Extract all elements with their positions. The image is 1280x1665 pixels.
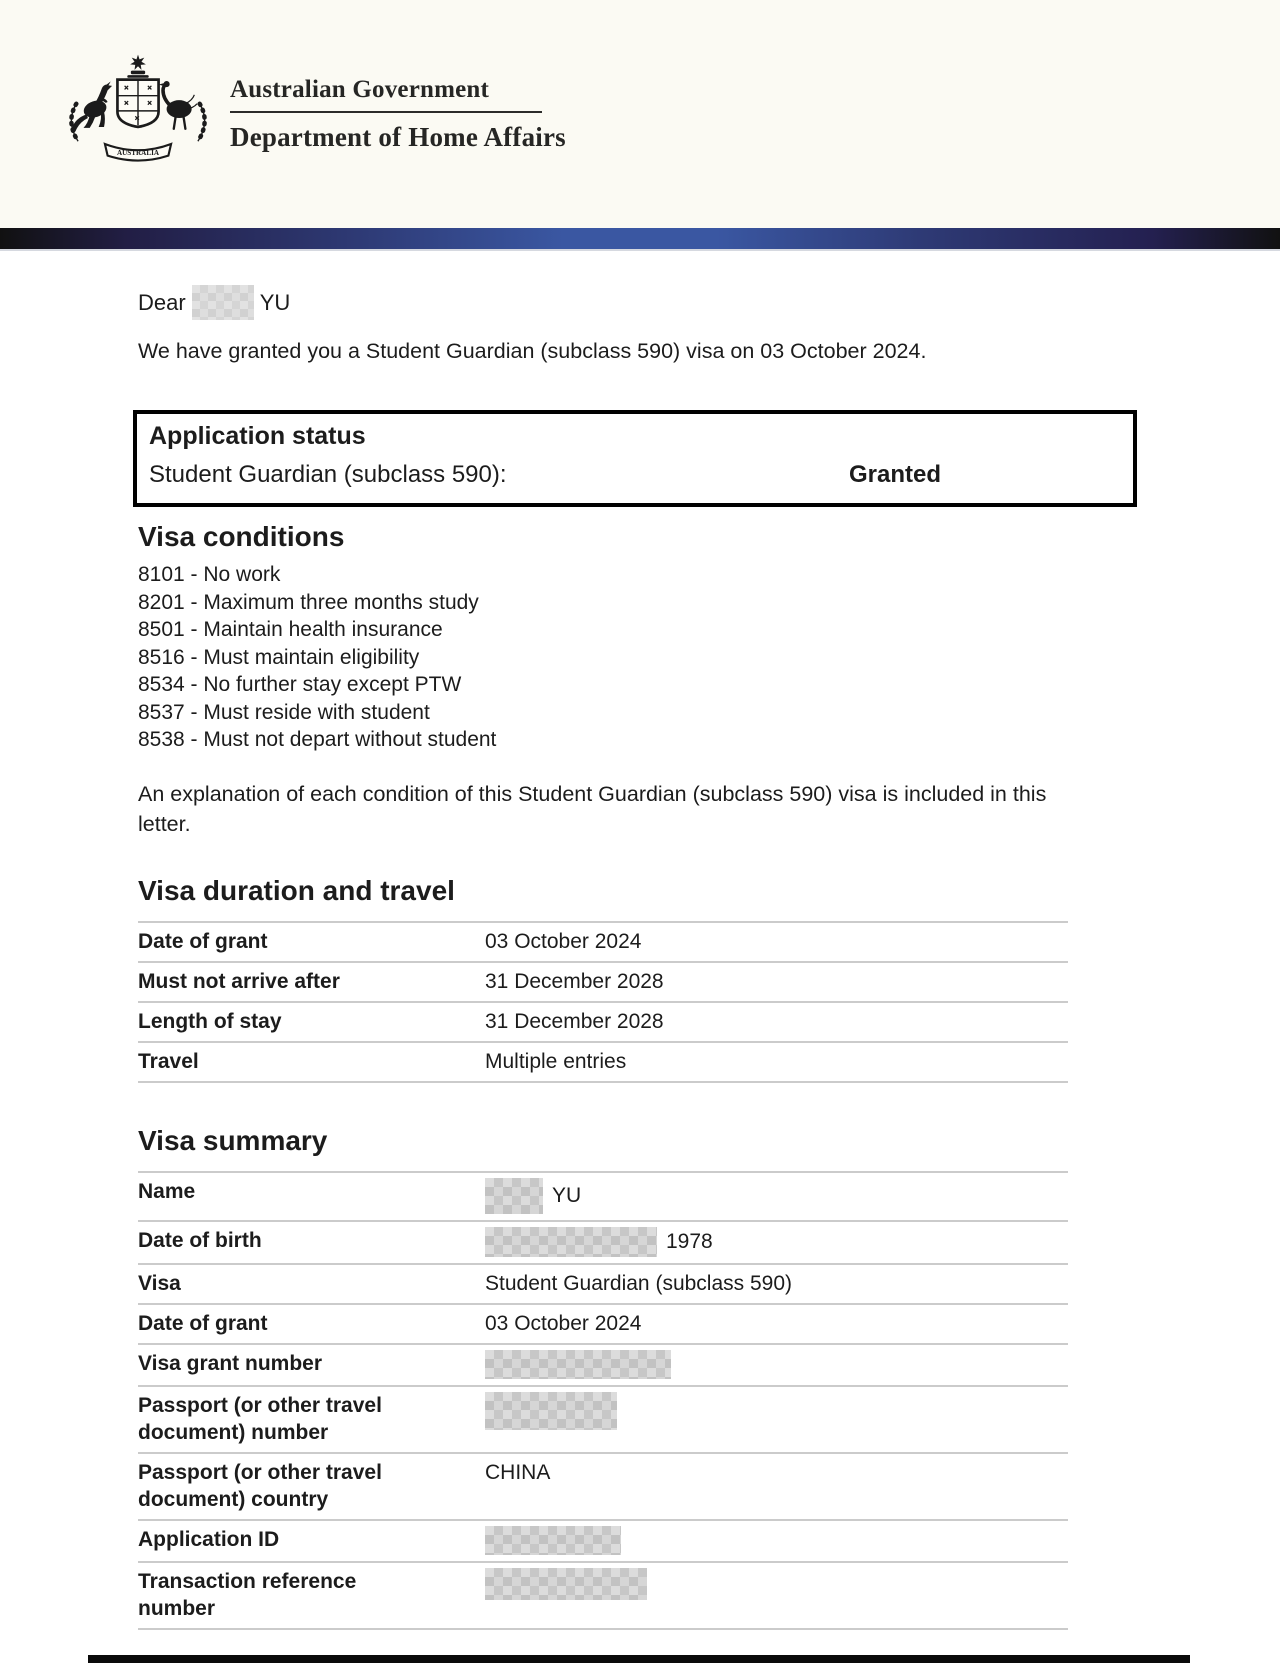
row-label: Passport (or other travel document) country bbox=[138, 1460, 382, 1511]
row-value: 31 December 2028 bbox=[485, 1009, 664, 1033]
visa-condition-item: 8516 - Must maintain eligibility bbox=[138, 645, 420, 669]
letter-body bbox=[138, 285, 1068, 1630]
shield-icon bbox=[117, 80, 158, 127]
status-granted: Granted bbox=[849, 461, 942, 488]
visa-conditions-heading: Visa conditions bbox=[138, 521, 345, 552]
table-row bbox=[138, 1452, 1068, 1519]
row-value: 31 December 2028 bbox=[485, 969, 664, 993]
visa-duration-table bbox=[138, 921, 1068, 1083]
emu-icon bbox=[159, 81, 197, 129]
row-label: Length of stay bbox=[138, 1009, 282, 1033]
application-status-box bbox=[133, 410, 1137, 507]
masthead-titles bbox=[230, 76, 566, 153]
header-accent-bar bbox=[0, 228, 1280, 249]
application-status-title: Application status bbox=[149, 422, 366, 450]
visa-condition-item: 8538 - Must not depart without student bbox=[138, 728, 497, 751]
surname-text: YU bbox=[552, 1184, 582, 1207]
table-row bbox=[138, 1041, 1068, 1081]
australian-coat-of-arms-icon bbox=[62, 50, 214, 170]
visa-duration-heading: Visa duration and travel bbox=[138, 874, 455, 906]
visa-condition-item: 8501 - Maintain health insurance bbox=[138, 618, 443, 641]
redacted-visa-grant-number bbox=[485, 1350, 671, 1379]
row-label: Transaction reference number bbox=[138, 1569, 357, 1620]
row-value bbox=[485, 1392, 1068, 1446]
table-row bbox=[138, 1303, 1068, 1343]
application-status-item: Student Guardian (subclass 590): bbox=[149, 461, 507, 488]
visa-condition-item: 8201 - Maximum three months study bbox=[138, 590, 479, 614]
redacted-transaction-reference bbox=[485, 1568, 647, 1600]
seven-point-star-icon bbox=[130, 55, 146, 70]
masthead bbox=[0, 0, 1280, 170]
row-value bbox=[485, 1568, 1068, 1622]
visa-condition-item: 8101 - No work bbox=[138, 563, 281, 586]
table-row bbox=[138, 1263, 1068, 1303]
next-page-bar bbox=[88, 1655, 1190, 1663]
table-row bbox=[138, 961, 1068, 1001]
row-value: Multiple entries bbox=[485, 1049, 627, 1073]
visa-summary-table bbox=[138, 1171, 1068, 1630]
table-row bbox=[138, 1001, 1068, 1041]
birth-year-text: 1978 bbox=[666, 1230, 713, 1253]
row-label: Date of grant bbox=[138, 1311, 268, 1335]
row-label: Must not arrive after bbox=[138, 969, 340, 993]
svg-text:AUSTRALIA: AUSTRALIA bbox=[116, 149, 160, 158]
grant-statement: We have granted you a Student Guardian (subclass 590) visa on 03 October 2024. bbox=[138, 339, 927, 363]
header-divider bbox=[230, 111, 542, 113]
government-title: Australian Government bbox=[230, 76, 490, 103]
greeting-surname: YU bbox=[259, 289, 291, 315]
redacted-given-name bbox=[485, 1178, 543, 1214]
table-row bbox=[138, 1220, 1068, 1263]
table-row bbox=[138, 1519, 1068, 1561]
row-value: 03 October 2024 bbox=[485, 929, 642, 953]
redacted-birth-date bbox=[485, 1227, 657, 1257]
row-label: Passport (or other travel document) number bbox=[138, 1393, 382, 1444]
table-row bbox=[138, 921, 1068, 961]
redacted-application-id bbox=[485, 1526, 621, 1555]
row-value: Student Guardian (subclass 590) bbox=[485, 1271, 793, 1295]
redacted-given-name bbox=[192, 285, 254, 320]
visa-summary-heading: Visa summary bbox=[138, 1124, 328, 1156]
row-value bbox=[485, 1178, 1068, 1214]
australia-banner bbox=[105, 144, 171, 161]
row-label: Date of birth bbox=[138, 1228, 262, 1252]
visa-conditions-list bbox=[138, 561, 1068, 754]
row-label: Name bbox=[138, 1179, 196, 1203]
row-value bbox=[485, 1227, 1068, 1257]
visa-condition-item: 8534 - No further stay except PTW bbox=[138, 673, 462, 696]
conditions-explanation: An explanation of each condition of this Student Guardian (subclass 590) visa is included in this letter. bbox=[138, 781, 1047, 836]
table-row bbox=[138, 1343, 1068, 1385]
table-row bbox=[138, 1561, 1068, 1628]
row-label: Application ID bbox=[138, 1527, 280, 1551]
greeting-prefix: Dear bbox=[138, 289, 186, 315]
row-label: Date of grant bbox=[138, 929, 268, 953]
table-row bbox=[138, 1171, 1068, 1220]
row-value bbox=[485, 1350, 1068, 1379]
table-row bbox=[138, 1385, 1068, 1452]
row-label: Travel bbox=[138, 1049, 199, 1073]
row-value bbox=[485, 1526, 1068, 1555]
row-label: Visa grant number bbox=[138, 1351, 322, 1375]
row-value: 03 October 2024 bbox=[485, 1311, 642, 1335]
greeting-line bbox=[138, 285, 1068, 320]
row-value: CHINA bbox=[485, 1460, 551, 1484]
redacted-passport-number bbox=[485, 1392, 617, 1430]
letterhead bbox=[0, 0, 1280, 228]
visa-condition-item: 8537 - Must reside with student bbox=[138, 700, 430, 724]
row-label: Visa bbox=[138, 1271, 181, 1295]
department-title: Department of Home Affairs bbox=[230, 122, 566, 152]
application-status-row bbox=[149, 461, 1121, 489]
